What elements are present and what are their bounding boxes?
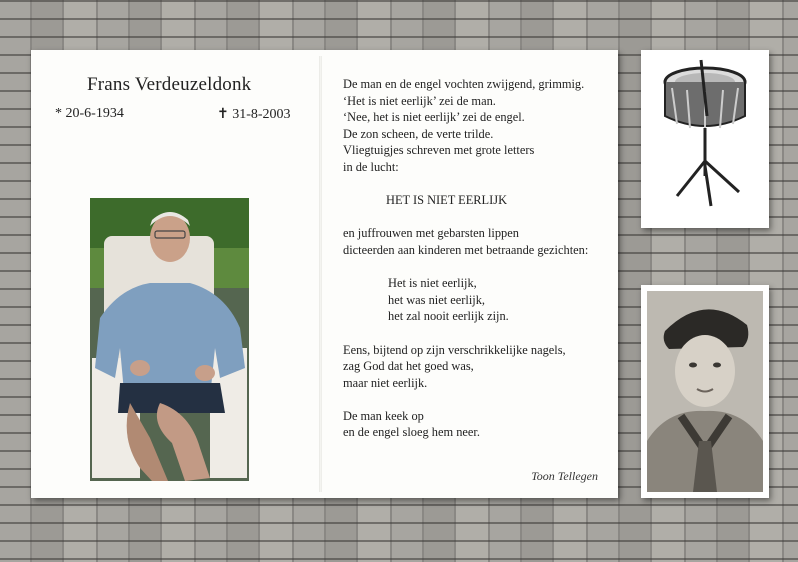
poem-line: De man keek op [343, 408, 424, 423]
portrait-photo [90, 198, 249, 481]
memorial-card [31, 50, 618, 498]
poem-line-heading: HET IS NIET EERLIJK [386, 193, 508, 208]
poem-line: Het is niet eerlijk, [388, 276, 477, 291]
deceased-name: Frans Verdeuzeldonk [87, 74, 252, 95]
poem-line: De man en de engel vochten zwijgend, grimmig. [343, 77, 585, 91]
poem-line: maar niet eerlijk. [343, 375, 428, 390]
boy-portrait-photo [641, 285, 769, 498]
poem-line: het was niet eerlijk, [388, 292, 486, 307]
poem-line: ‘Nee, het is niet eerlijk’ zei de engel. [343, 110, 525, 125]
boy-portrait-image [647, 291, 763, 492]
poem-line: het zal nooit eerlijk zijn. [388, 309, 509, 324]
poem-line: en juffrouwen met gebarsten lippen [343, 226, 519, 241]
poem-author: Toon Tellegen [531, 469, 598, 483]
birth-date: * 20-6-1934 [55, 106, 124, 121]
poem-line: en de engel sloeg hem neer. [343, 425, 480, 440]
card-fold [319, 56, 322, 492]
poem [343, 76, 588, 441]
seated-man-image [90, 198, 249, 481]
poem-line: Eens, bijtend op zijn verschrikkelijke nagels, [343, 342, 566, 357]
poem-line: zag God dat het goed was, [343, 359, 474, 374]
poem-line: dicteerden aan kinderen met betraande gezichten: [343, 242, 589, 257]
snare-drum-image [647, 56, 763, 222]
drum-photo [641, 50, 769, 228]
poem-line: in de lucht: [343, 159, 399, 174]
poem-line: Vliegtuigjes schreven met grote letters [343, 143, 535, 158]
poem-line: ‘Het is niet eerlijk’ zei de man. [343, 93, 496, 108]
death-date: ✝ 31-8-2003 [217, 107, 291, 122]
poem-line: De zon scheen, de verte trilde. [343, 126, 494, 141]
